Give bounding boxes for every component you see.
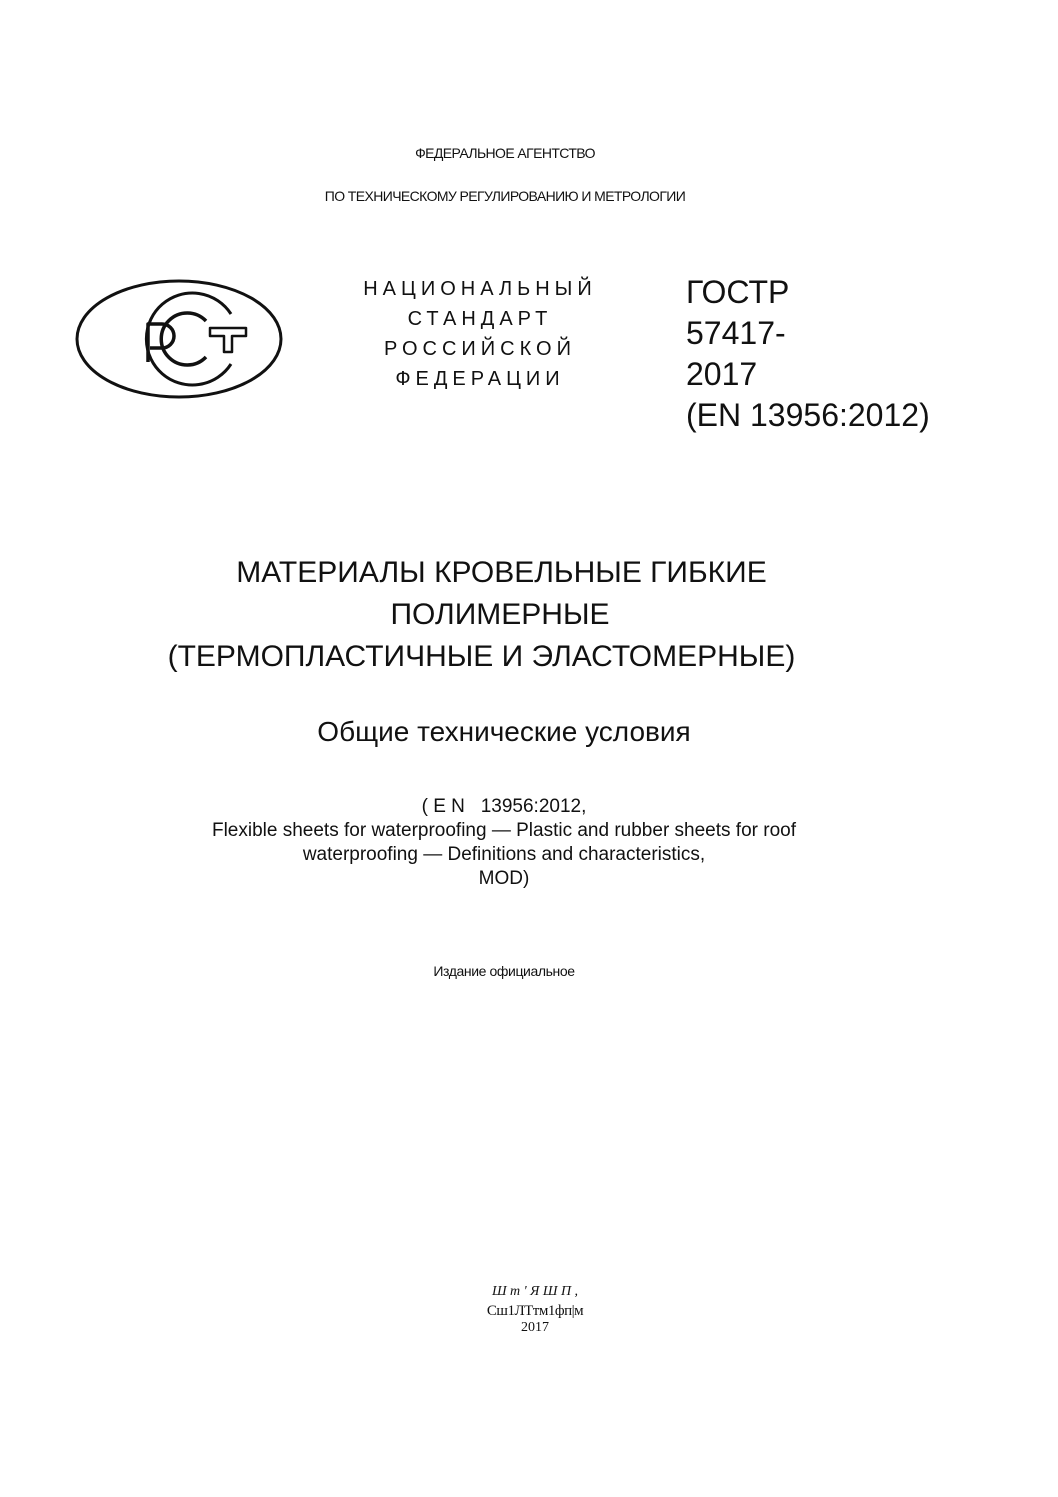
standard-designation [686,272,930,436]
agency-name-line-2: ПО ТЕХНИЧЕСКОМУ РЕГУЛИРОВАНИЮ И МЕТРОЛОГИИ [324,188,686,204]
national-standard-line-2: СТАНДАРТ [407,308,553,330]
en-reference-line-1: ( E N 13956:2012, [421,796,587,817]
national-standard-line-4: ФЕДЕРАЦИИ [395,368,565,390]
en-reference-line-3: waterproofing — Definitions and characteristics, [302,844,706,865]
publisher-line-2: Сш1ЛТтм1фп|м [486,1303,584,1319]
agency-name-line-1: ФЕДЕРАЛЬНОЕ АГЕНТСТВО [415,145,595,161]
national-standard-label [330,274,630,394]
national-standard-line-3: РОССИЙСКОЙ [384,338,576,360]
designation-line-1: ГОСТР [686,274,790,310]
designation-line-3: 2017 [686,356,758,392]
publication-year: 2017 [521,1320,549,1335]
title-line-3: (ТЕРМОПЛАСТИЧНЫЕ И ЭЛАСТОМЕРНЫЕ) [167,640,796,673]
designation-line-2: 57417- [686,315,786,351]
title-line-1: МАТЕРИАЛЫ КРОВЕЛЬНЫЕ ГИБКИЕ [236,556,767,589]
designation-line-4: (EN 13956:2012) [686,397,930,433]
publisher-block [0,1283,1058,1335]
en-reference-line-4: MOD) [478,868,530,889]
edition-label: Издание официальное [433,963,575,979]
national-standard-line-1: НАЦИОНАЛЬНЫЙ [363,278,597,300]
title-line-2: ПОЛИМЕРНЫЕ [390,598,610,631]
document-title [100,552,900,678]
document-subtitle: Общие технические условия [317,716,691,747]
publisher-line-1: Ш т ' Я Ш П , [491,1284,579,1299]
en-reference [0,795,1008,891]
rst-logo [74,278,284,400]
en-reference-line-2: Flexible sheets for waterproofing — Plastic and rubber sheets for roof [211,820,796,841]
